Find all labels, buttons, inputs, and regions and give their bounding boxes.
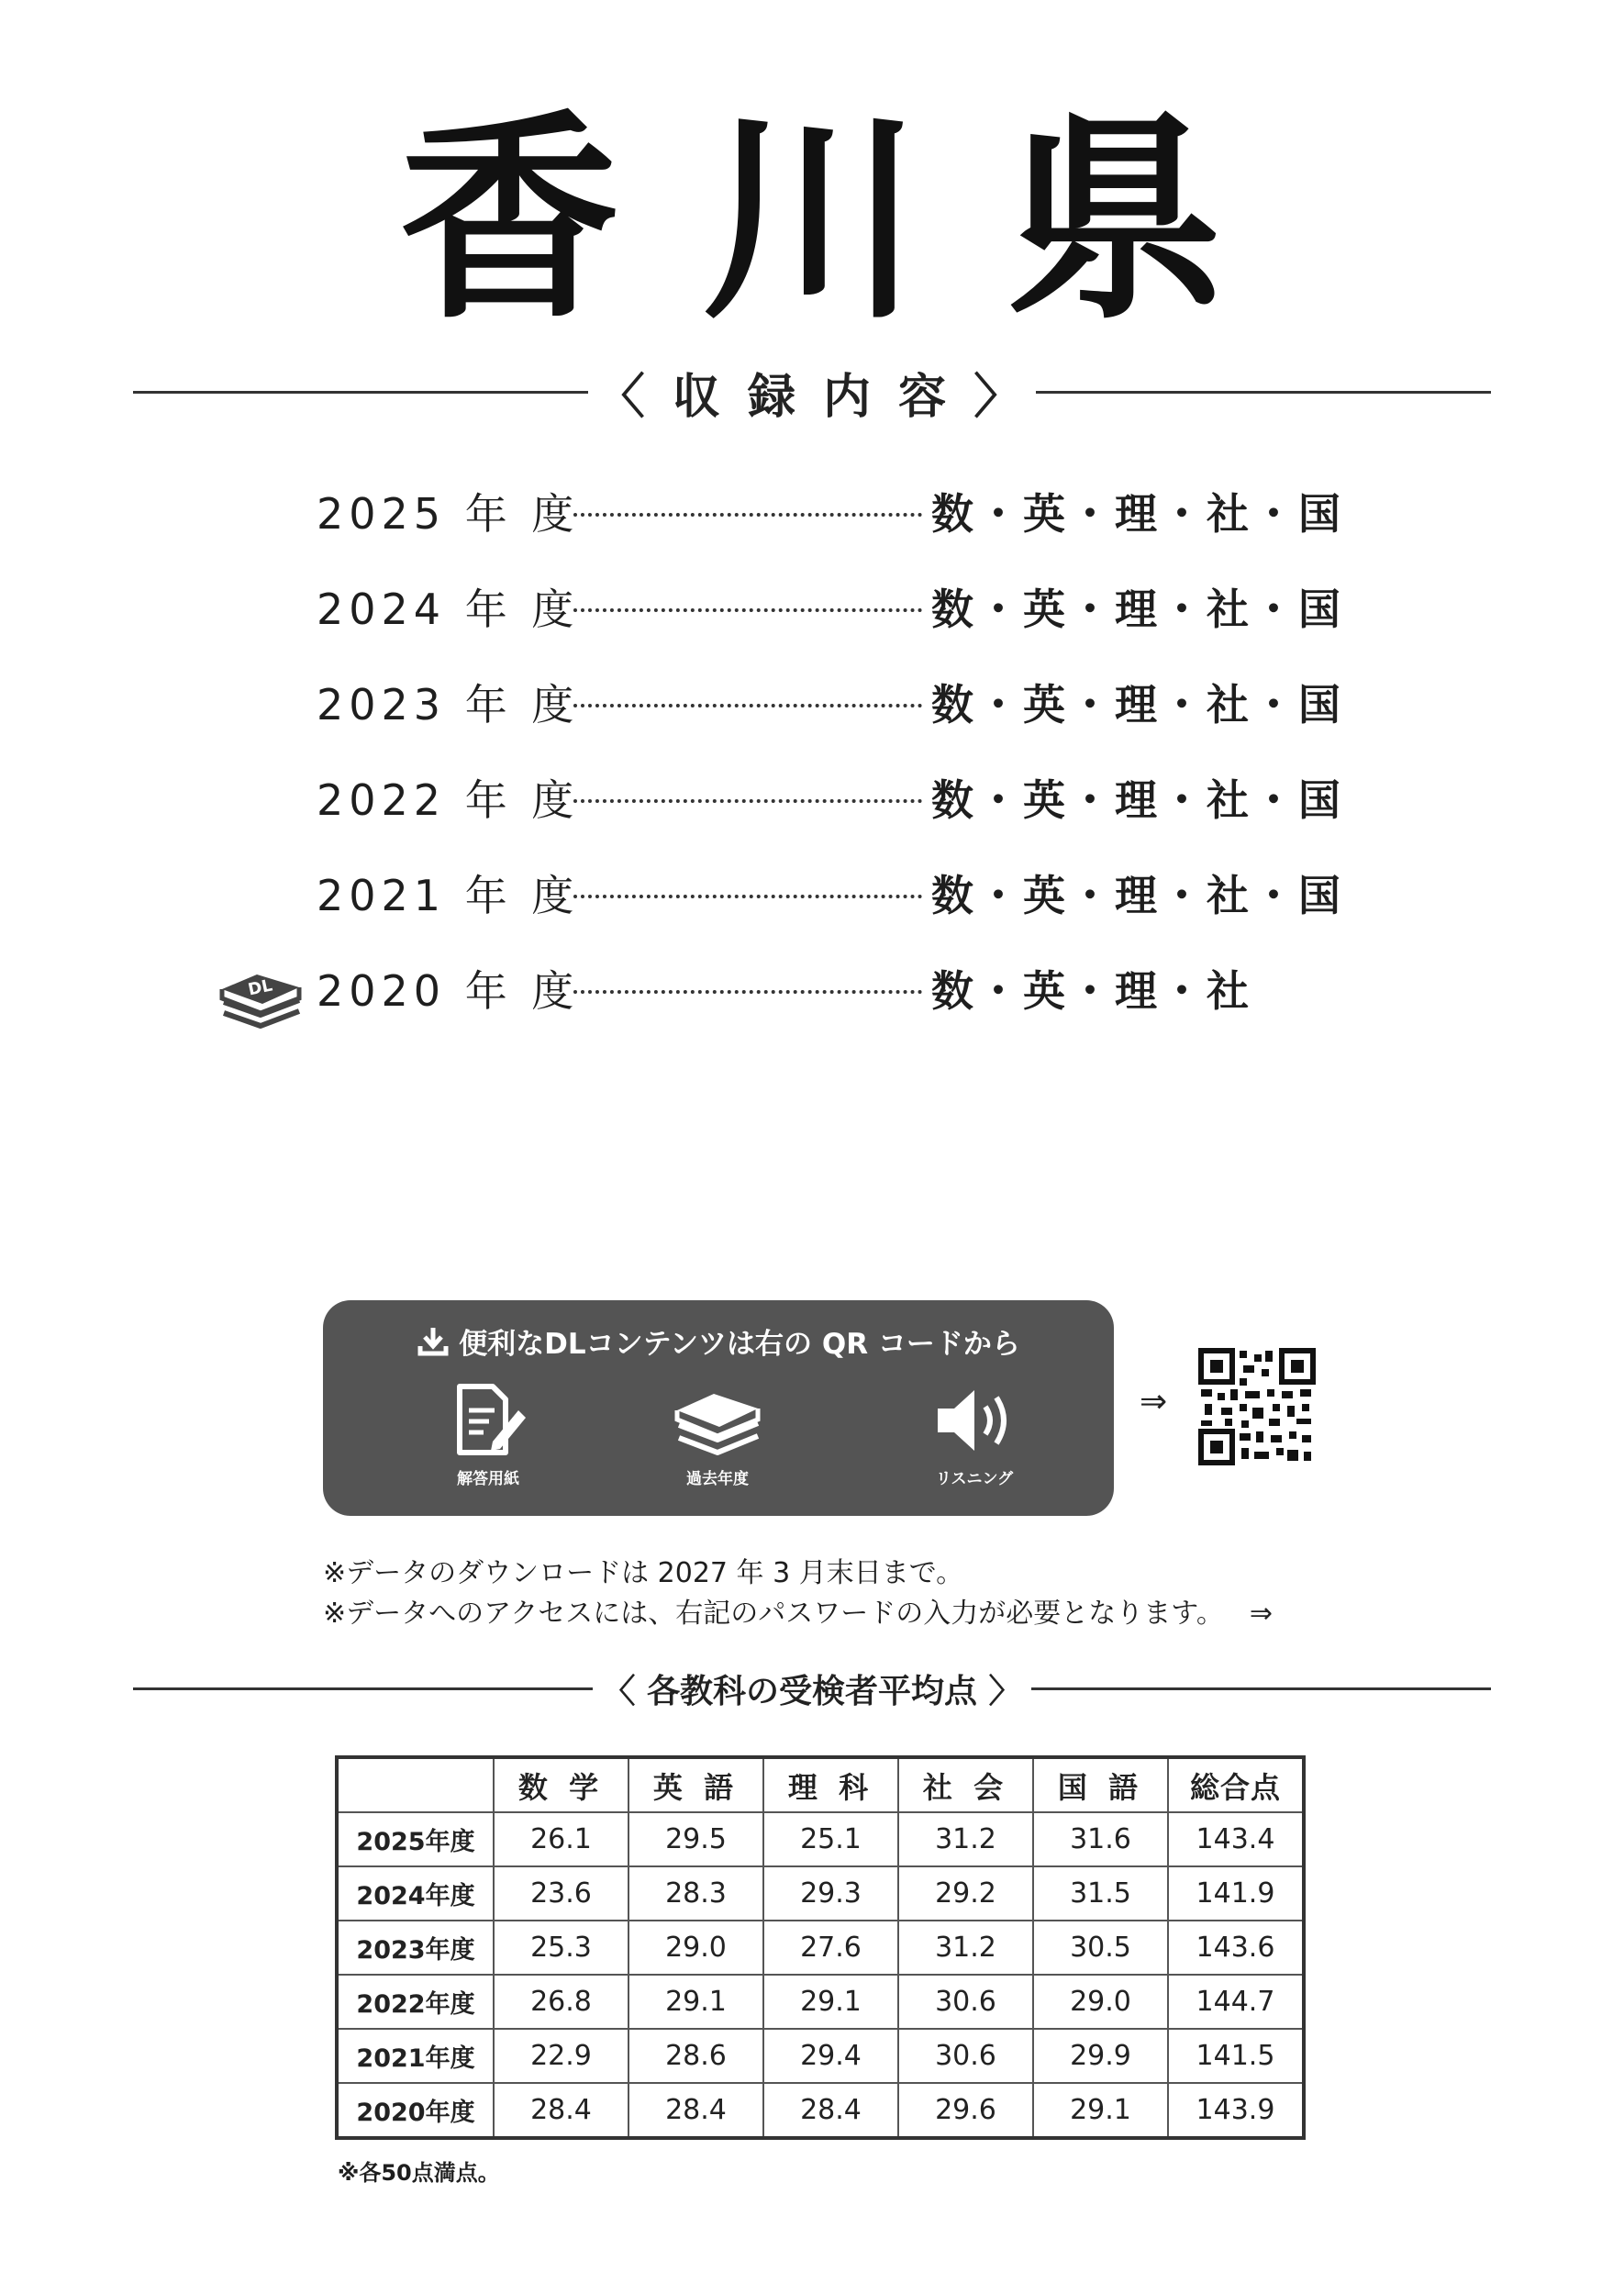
contents-heading-text: 〈 収 録 内 容 〉 (596, 369, 1028, 425)
contents-subjects: 数・英・理・社・国 (931, 489, 1344, 539)
dl-item-answer-sheet[interactable] (396, 1379, 580, 1488)
row-year: 2025年度 (337, 1812, 494, 1866)
table-cell: 29.4 (763, 2029, 898, 2083)
table-cell: 29.1 (1033, 2083, 1168, 2138)
table-cell: 31.2 (898, 1812, 1033, 1866)
table-cell: 30.5 (1033, 1921, 1168, 1975)
table-cell: 29.5 (628, 1812, 763, 1866)
table-cell: 25.3 (494, 1921, 628, 1975)
table-cell: 29.2 (898, 1866, 1033, 1921)
note-password: ※データへのアクセスには、右記のパスワードの入力が必要となります。 (323, 1598, 1224, 1630)
table-cell: 143.9 (1168, 2083, 1304, 2138)
dl-books-icon (217, 962, 305, 1035)
books-icon (672, 1379, 763, 1462)
table-cell: 143.6 (1168, 1921, 1304, 1975)
contents-row (317, 845, 1344, 941)
notes (323, 1553, 1273, 1634)
table-cell: 26.1 (494, 1812, 628, 1866)
arrow-to-qr: ⇒ (1140, 1383, 1168, 1420)
contents-row (317, 463, 1344, 559)
contents-year: 2024 年 度 (317, 585, 580, 634)
table-cell: 29.0 (628, 1921, 763, 1975)
table-row (337, 1975, 1304, 2029)
contents-subjects: 数・英・理・社 (931, 966, 1252, 1016)
table-cell: 144.7 (1168, 1975, 1304, 2029)
contents-list (317, 463, 1344, 1036)
table-row (337, 2083, 1304, 2138)
divider (1031, 1687, 1491, 1690)
table-cell: 23.6 (494, 1866, 628, 1921)
column-header: 国 語 (1033, 1757, 1168, 1812)
title-char: 川 (701, 92, 922, 349)
table-row (337, 1921, 1304, 1975)
column-header: 数 学 (494, 1757, 628, 1812)
table-corner-cell (337, 1757, 494, 1812)
dl-banner-header (323, 1320, 1114, 1362)
table-cell: 28.4 (494, 2083, 628, 2138)
row-year: 2020年度 (337, 2083, 494, 2138)
contents-heading (133, 360, 1491, 424)
table-cell: 29.0 (1033, 1975, 1168, 2029)
scores-table (335, 1755, 1306, 2140)
table-cell: 29.6 (898, 2083, 1033, 2138)
contents-row (317, 559, 1344, 654)
table-cell: 28.6 (628, 2029, 763, 2083)
row-year: 2022年度 (337, 1975, 494, 2029)
column-header: 総合点 (1168, 1757, 1304, 1812)
contents-year: 2023 年 度 (317, 680, 580, 729)
row-year: 2021年度 (337, 2029, 494, 2083)
table-cell: 22.9 (494, 2029, 628, 2083)
speaker-icon (929, 1379, 1020, 1462)
note-password-row (323, 1594, 1273, 1634)
footnote: ※各50点満点。 (338, 2160, 500, 2186)
table-cell: 29.1 (628, 1975, 763, 2029)
table-cell: 26.8 (494, 1975, 628, 2029)
page-title (0, 87, 1624, 353)
contents-row (317, 750, 1344, 845)
table-row (337, 2029, 1304, 2083)
contents-year: 2020 年 度 (317, 966, 580, 1016)
contents-subjects: 数・英・理・社・国 (931, 585, 1344, 634)
table-cell: 31.5 (1033, 1866, 1168, 1921)
dl-banner-header-text: 便利なDLコンテンツは右の QR コードから (459, 1328, 1020, 1361)
column-header: 社 会 (898, 1757, 1033, 1812)
table-cell: 29.1 (763, 1975, 898, 2029)
contents-year: 2021 年 度 (317, 871, 580, 920)
dl-item-label: リスニング (935, 1470, 1014, 1488)
row-year: 2024年度 (337, 1866, 494, 1921)
answer-sheet-icon (447, 1379, 529, 1462)
divider (133, 1687, 593, 1690)
table-row (337, 1866, 1304, 1921)
qr-code[interactable] (1197, 1347, 1317, 1466)
contents-year: 2022 年 度 (317, 775, 580, 825)
scores-heading (133, 1663, 1491, 1714)
contents-subjects: 数・英・理・社・国 (931, 680, 1344, 729)
title-char: 香 (398, 92, 619, 349)
table-cell: 31.2 (898, 1921, 1033, 1975)
table-cell: 143.4 (1168, 1812, 1304, 1866)
dot-leader (573, 990, 922, 994)
table-cell: 27.6 (763, 1921, 898, 1975)
table-cell: 30.6 (898, 1975, 1033, 2029)
table-cell: 28.4 (763, 2083, 898, 2138)
dl-icon-text: DL (246, 975, 274, 1000)
contents-subjects: 数・英・理・社・国 (931, 775, 1344, 825)
dot-leader (573, 799, 922, 803)
row-year: 2023年度 (337, 1921, 494, 1975)
dl-item-label: 過去年度 (686, 1470, 749, 1488)
dot-leader (573, 704, 922, 707)
dot-leader (573, 895, 922, 898)
divider (1036, 391, 1491, 394)
contents-row (317, 941, 1335, 1036)
table-header-row (337, 1757, 1304, 1812)
dl-item-listening[interactable] (883, 1379, 1066, 1488)
note-download-deadline: ※データのダウンロードは 2027 年 3 月末日まで。 (323, 1557, 964, 1589)
table-cell: 25.1 (763, 1812, 898, 1866)
table-cell: 141.5 (1168, 2029, 1304, 2083)
table-cell: 141.9 (1168, 1866, 1304, 1921)
divider (133, 391, 588, 394)
dl-contents-banner (323, 1300, 1114, 1516)
dl-item-past-years[interactable] (626, 1379, 809, 1488)
contents-subjects: 数・英・理・社・国 (931, 871, 1344, 920)
contents-row (317, 654, 1344, 750)
dot-leader (573, 513, 922, 517)
table-cell: 28.4 (628, 2083, 763, 2138)
table-cell: 29.9 (1033, 2029, 1168, 2083)
arrow-to-password: ⇒ (1249, 1598, 1273, 1630)
title-char: 県 (1004, 92, 1225, 349)
dot-leader (573, 608, 922, 612)
table-cell: 28.3 (628, 1866, 763, 1921)
table-cell: 29.3 (763, 1866, 898, 1921)
column-header: 英 語 (628, 1757, 763, 1812)
download-icon (417, 1326, 450, 1357)
table-row (337, 1812, 1304, 1866)
contents-year: 2025 年 度 (317, 489, 580, 539)
table-cell: 31.6 (1033, 1812, 1168, 1866)
table-cell: 30.6 (898, 2029, 1033, 2083)
scores-heading-text: 〈 各教科の受検者平均点 〉 (602, 1672, 1022, 1710)
column-header: 理 科 (763, 1757, 898, 1812)
dl-item-label: 解答用紙 (457, 1470, 519, 1488)
